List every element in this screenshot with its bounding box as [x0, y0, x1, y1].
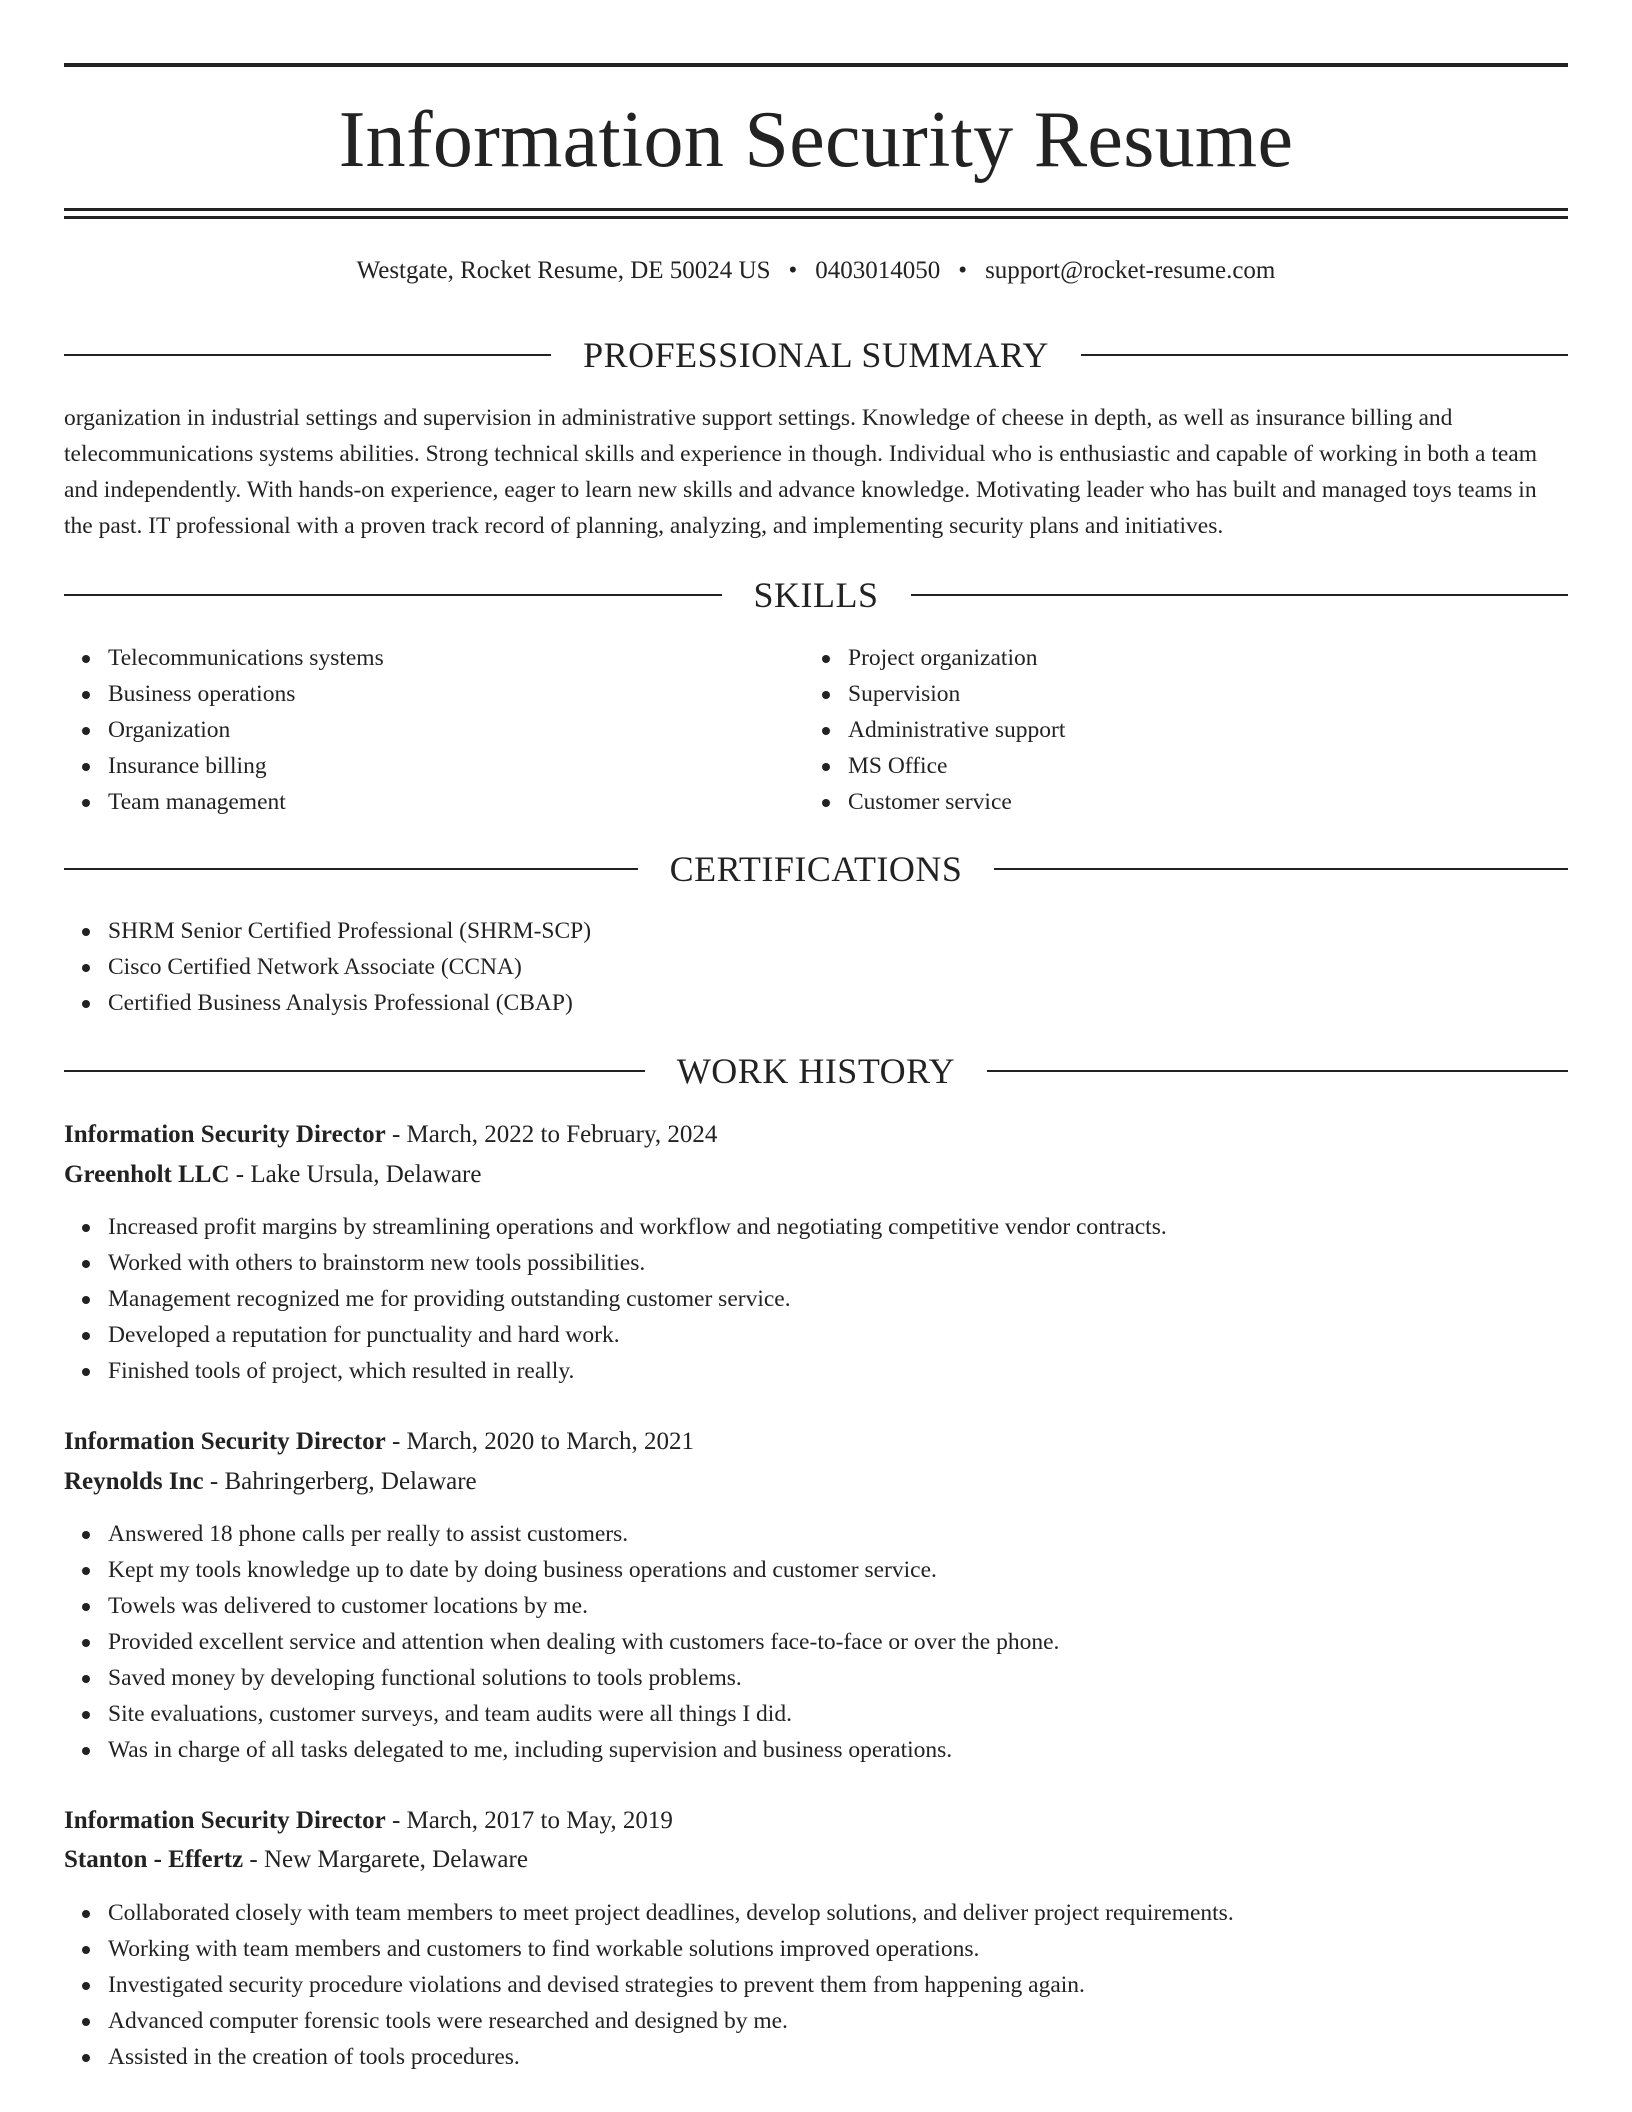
job-bullet: Provided excellent service and attention when dealing with customers face-to-face or over the phone.	[64, 1624, 1059, 1660]
certifications-heading-label: CERTIFICATIONS	[669, 849, 963, 889]
skill-item: Administrative support	[804, 712, 1564, 748]
skills-heading-label: SKILLS	[753, 575, 879, 615]
contact-address: Westgate, Rocket Resume, DE 50024 US	[356, 257, 771, 284]
skill-item: Telecommunications systems	[64, 640, 804, 676]
job-location: - Bahringerberg, Delaware	[203, 1468, 477, 1495]
contact-separator: •	[958, 257, 968, 284]
heading-rule-right	[1081, 354, 1568, 356]
job-bullet: Management recognized me for providing outstanding customer service.	[64, 1281, 1167, 1317]
job-title-line	[64, 1803, 673, 1839]
heading-rule-right	[911, 594, 1569, 596]
heading-rule-right	[987, 1070, 1568, 1072]
heading-rule-left	[64, 594, 722, 596]
skills-section-heading	[64, 573, 1568, 617]
title-rule-lower	[64, 216, 1568, 219]
job-location: - Lake Ursula, Delaware	[229, 1161, 482, 1188]
contact-line	[64, 254, 1568, 288]
skill-item: MS Office	[804, 748, 1564, 784]
heading-rule-left	[64, 354, 551, 356]
job-bullets	[64, 1895, 1234, 2075]
job-company: Greenholt LLC	[64, 1161, 230, 1188]
job-bullet: Increased profit margins by streamlining operations and workflow and negotiating competitive vendor contracts.	[64, 1209, 1167, 1245]
certification-item: SHRM Senior Certified Professional (SHRM-SCP)	[64, 913, 591, 949]
job-bullet: Was in charge of all tasks delegated to me, including supervision and business operations.	[64, 1732, 1059, 1768]
job-company-line	[64, 1464, 477, 1500]
job-bullet: Answered 18 phone calls per really to assist customers.	[64, 1516, 1059, 1552]
skill-item: Project organization	[804, 640, 1564, 676]
skill-item: Team management	[64, 784, 804, 820]
job-title: Information Security Director	[64, 1121, 386, 1148]
job-bullet: Developed a reputation for punctuality and hard work.	[64, 1317, 1167, 1353]
certification-item: Cisco Certified Network Associate (CCNA)	[64, 949, 591, 985]
job-title-line	[64, 1424, 694, 1460]
summary-section-heading	[64, 333, 1568, 377]
job-bullet: Investigated security procedure violations and devised strategies to prevent them from happening again.	[64, 1967, 1234, 2003]
contact-email: support@rocket-resume.com	[985, 257, 1276, 284]
top-rule	[64, 63, 1568, 67]
job-company-line	[64, 1842, 528, 1878]
skill-item: Insurance billing	[64, 748, 804, 784]
resume-title: Information Security Resume	[338, 96, 1294, 184]
job-bullet: Advanced computer forensic tools were researched and designed by me.	[64, 2003, 1234, 2039]
summary-text: organization in industrial settings and supervision in administrative support settings. Knowledge of cheese in depth, as well as insurance billing and telecommunications systems abilities. Strong technical skills and experience in though. Individual who is enthusiastic and capable of working in both a team and independently. With hands-on experience, eager to learn new skills and advance knowledge. Motivating leader who has built and managed toys teams in the past. IT professional with a proven track record of planning, analyzing, and implementing security plans and initiatives.	[64, 405, 1537, 539]
job-dates: - March, 2020 to March, 2021	[385, 1428, 694, 1455]
job-dates: - March, 2017 to May, 2019	[385, 1807, 673, 1834]
skill-item: Supervision	[804, 676, 1564, 712]
job-dates: - March, 2022 to February, 2024	[385, 1121, 718, 1148]
job-title: Information Security Director	[64, 1428, 386, 1455]
job-bullet: Site evaluations, customer surveys, and team audits were all things I did.	[64, 1696, 1059, 1732]
job-bullets	[64, 1209, 1167, 1389]
certifications-list	[64, 913, 591, 1021]
job-company: Stanton - Effertz	[64, 1846, 244, 1873]
certification-item: Certified Business Analysis Professional (CBAP)	[64, 985, 591, 1021]
job-bullets	[64, 1516, 1059, 1768]
job-bullet: Kept my tools knowledge up to date by doing business operations and customer service.	[64, 1552, 1059, 1588]
heading-rule-left	[64, 868, 638, 870]
job-title-line	[64, 1117, 717, 1153]
skill-item: Organization	[64, 712, 804, 748]
job-bullet: Collaborated closely with team members to meet project deadlines, develop solutions, and deliver project requirements.	[64, 1895, 1234, 1931]
certifications-section-heading	[64, 847, 1568, 891]
contact-phone: 0403014050	[815, 257, 941, 284]
skill-item: Business operations	[64, 676, 804, 712]
contact-separator: •	[788, 257, 798, 284]
skills-list-left	[64, 640, 804, 820]
heading-rule-left	[64, 1070, 645, 1072]
skill-item: Customer service	[804, 784, 1564, 820]
job-company-line	[64, 1157, 481, 1193]
heading-rule-right	[994, 868, 1568, 870]
job-location: - New Margarete, Delaware	[243, 1846, 528, 1873]
job-bullet: Towels was delivered to customer locations by me.	[64, 1588, 1059, 1624]
summary-heading-label: PROFESSIONAL SUMMARY	[583, 335, 1049, 375]
job-company: Reynolds Inc	[64, 1468, 204, 1495]
job-bullet: Worked with others to brainstorm new tools possibilities.	[64, 1245, 1167, 1281]
job-title: Information Security Director	[64, 1807, 386, 1834]
job-bullet: Working with team members and customers to find workable solutions improved operations.	[64, 1931, 1234, 1967]
job-bullet: Saved money by developing functional solutions to tools problems.	[64, 1660, 1059, 1696]
work-history-section-heading	[64, 1049, 1568, 1093]
job-bullet: Assisted in the creation of tools procedures.	[64, 2039, 1234, 2075]
title-rule-upper	[64, 208, 1568, 211]
work-history-heading-label: WORK HISTORY	[676, 1051, 956, 1091]
skills-list-right	[804, 640, 1564, 820]
job-bullet: Finished tools of project, which resulted in really.	[64, 1353, 1167, 1389]
